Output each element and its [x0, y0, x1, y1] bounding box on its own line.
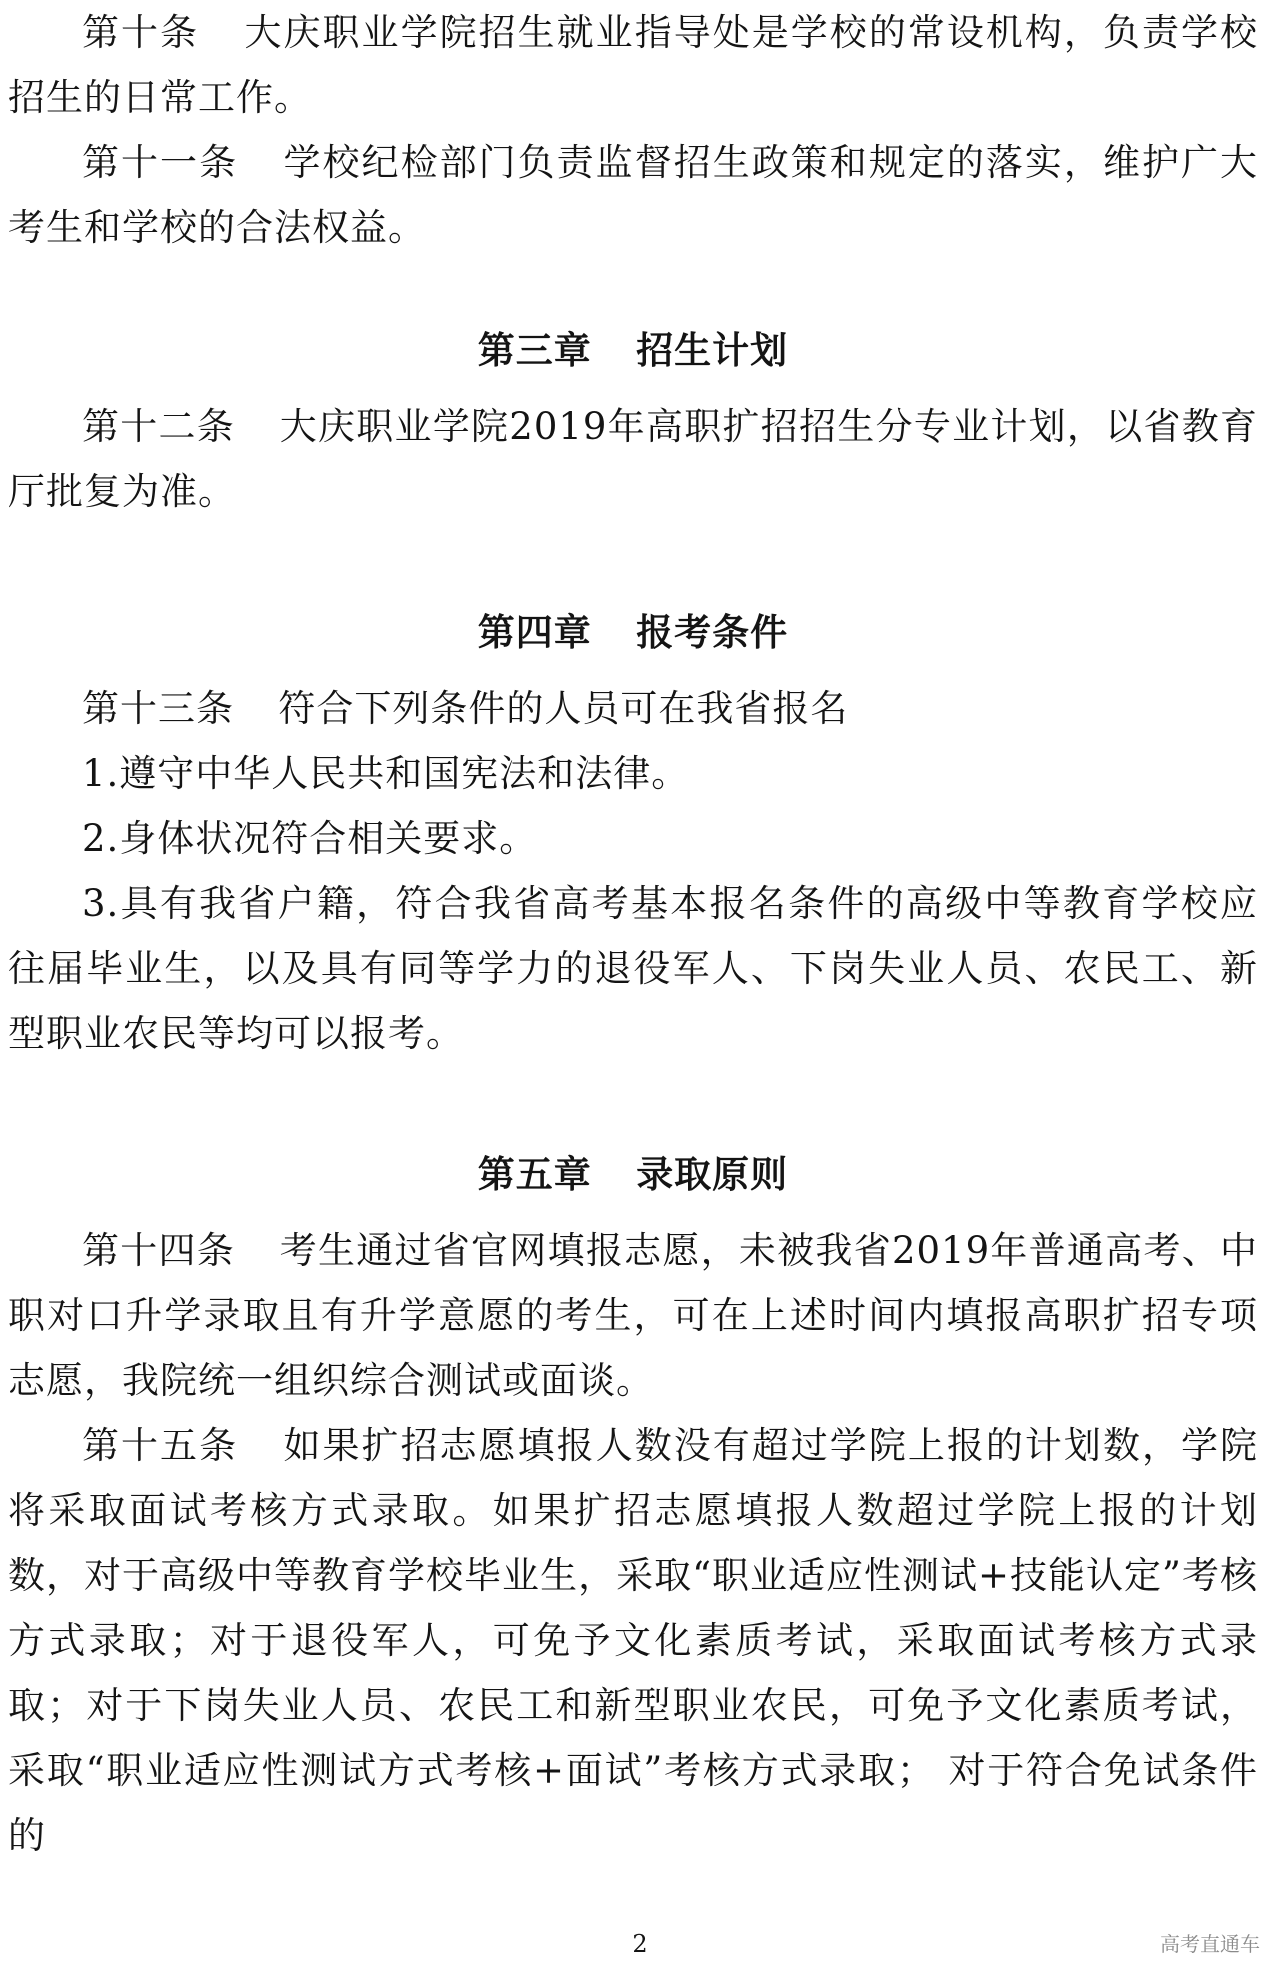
- article-13-text: 符合下列条件的人员可在我省报名: [278, 687, 849, 730]
- article-12: [8, 394, 1258, 524]
- article-12-label: 第十二条: [82, 405, 236, 448]
- article-13: [8, 676, 1258, 741]
- article-15-text: 如果扩招志愿填报人数没有超过学院上报的计划数，学院将采取面试考核方式录取。如果扩招志愿填报人数超过学院上报的计划数，对于高级中等教育学校毕业生，采取“职业适应性测试+技能认定”考核方式录取；对于退役军人，可免予文化素质考试，采取面试考核方式录取；对于下岗失业人员、农民工和新型职业农民，可免予文化素质考试，采取“职业适应性测试方式考核+面试”考核方式录取； 对于符合免试条件的: [8, 1424, 1259, 1857]
- chapter-4-label: 第四章: [477, 611, 592, 654]
- article-10-text: 大庆职业学院招生就业指导处是学校的常设机构，负责学校招生的日常工作。: [8, 11, 1259, 119]
- chapter-3-heading: [8, 320, 1258, 374]
- article-10-label: 第十条: [82, 11, 200, 54]
- condition-2: 2.身体状况符合相关要求。: [82, 817, 538, 860]
- article-12-text: 大庆职业学院2019年高职扩招招生分专业计划，以省教育厅批复为准。: [8, 405, 1258, 513]
- chapter-3-title: 招生计划: [636, 329, 789, 372]
- article-11-text: 学校纪检部门负责监督招生政策和规定的落实，维护广大考生和学校的合法权益。: [8, 141, 1259, 249]
- page-number: 2: [632, 1930, 648, 1958]
- article-11: [8, 130, 1258, 260]
- chapter-5-title: 录取原则: [636, 1153, 789, 1196]
- chapter-5-label: 第五章: [477, 1153, 592, 1196]
- article-13-label: 第十三条: [82, 687, 234, 730]
- article-15-label: 第十五条: [82, 1424, 239, 1467]
- article-14-label: 第十四条: [82, 1229, 236, 1272]
- document-body: [8, 0, 1258, 1868]
- chapter-5-heading: [8, 1144, 1258, 1198]
- article-14: [8, 1218, 1258, 1413]
- article-10: [8, 0, 1258, 130]
- chapter-4-title: 报考条件: [636, 611, 789, 654]
- watermark: 高考直通车: [1160, 1932, 1260, 1956]
- condition-1: 1.遵守中华人民共和国宪法和法律。: [82, 752, 690, 795]
- chapter-3-label: 第三章: [477, 329, 592, 372]
- condition-3: 3.具有我省户籍，符合我省高考基本报名条件的高级中等教育学校应往届毕业生，以及具有同等学力的退役军人、下岗失业人员、农民工、新型职业农民等均可以报考。: [8, 882, 1258, 1055]
- article-11-label: 第十一条: [82, 141, 239, 184]
- chapter-4-heading: [8, 602, 1258, 656]
- article-14-text: 考生通过省官网填报志愿，未被我省2019年普通高考、中职对口升学录取且有升学意愿的考生，可在上述时间内填报高职扩招专项志愿，我院统一组织综合测试或面谈。: [8, 1229, 1258, 1402]
- article-15: [8, 1413, 1258, 1868]
